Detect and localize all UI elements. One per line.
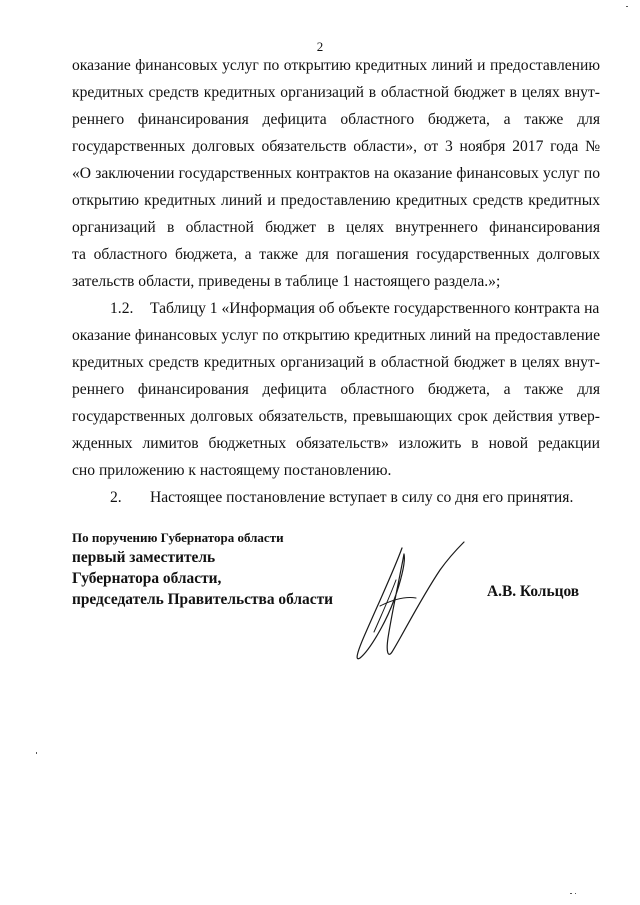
body-line: кредитных средств кредитных организаций в областной бюджет в целях внут-	[72, 84, 600, 101]
scan-speck	[570, 893, 572, 894]
item-number: 1.2.	[110, 300, 134, 317]
body-line: кредитных средств кредитных организаций в областной бюджет в целях внут-	[72, 354, 600, 371]
body-line: «О заключении государственных контрактов на оказание финансовых услуг по	[72, 165, 600, 182]
body-line: государственных долговых обязательств области», от 3 ноября 2017 года №	[72, 138, 600, 155]
body-line: реннего финансирования дефицита областного бюджета, а также для	[72, 111, 600, 128]
document-body	[72, 52, 600, 511]
item-1-2-first-line	[72, 295, 600, 322]
item-2-line	[72, 484, 600, 511]
position-line-3: председатель Правительства области	[72, 591, 333, 608]
body-line: та областного бюджета, а также для погашения государственных долговых	[72, 246, 600, 263]
body-line: реннего финансирования дефицита областного бюджета, а также для	[72, 381, 600, 398]
item-number: 2.	[110, 489, 122, 506]
on-behalf-line: По поручению Губернатора области	[72, 530, 284, 545]
signatory-name: А.В. Кольцов	[487, 583, 580, 600]
scan-speck	[575, 893, 576, 894]
body-line: оказание финансовых услуг по открытию кредитных линий и предоставлению	[72, 57, 600, 74]
position-line-2: Губернатора области,	[72, 570, 222, 587]
page-number: 2	[316, 39, 324, 54]
item-2-text: Настоящее постановление вступает в силу со дня его принятия.	[150, 489, 574, 506]
scan-speck	[36, 752, 37, 754]
scan-speck	[626, 6, 628, 7]
handwritten-signature	[340, 540, 470, 670]
position-line-1: первый заместитель	[72, 549, 216, 566]
body-line: зательств области, приведены в таблице 1 настоящего раздела.»;	[72, 273, 501, 290]
body-line: оказание финансовых услуг по открытию кредитных линий на предоставление	[72, 327, 600, 344]
body-line: государственных долговых обязательств, превышающих срок действия утвер-	[72, 408, 600, 425]
body-line: жденных лимитов бюджетных обязательств» изложить в новой редакции	[72, 435, 600, 452]
body-line: сно приложению к настоящему постановлению.	[72, 462, 392, 479]
body-line: открытию кредитных линий и предоставлению кредитных средств кредитных	[72, 192, 600, 209]
item-1-2-text: Таблицу 1 «Информация об объекте государственного контракта на	[150, 300, 600, 317]
body-line: организаций в областной бюджет в целях внутреннего финансирования	[72, 219, 600, 236]
